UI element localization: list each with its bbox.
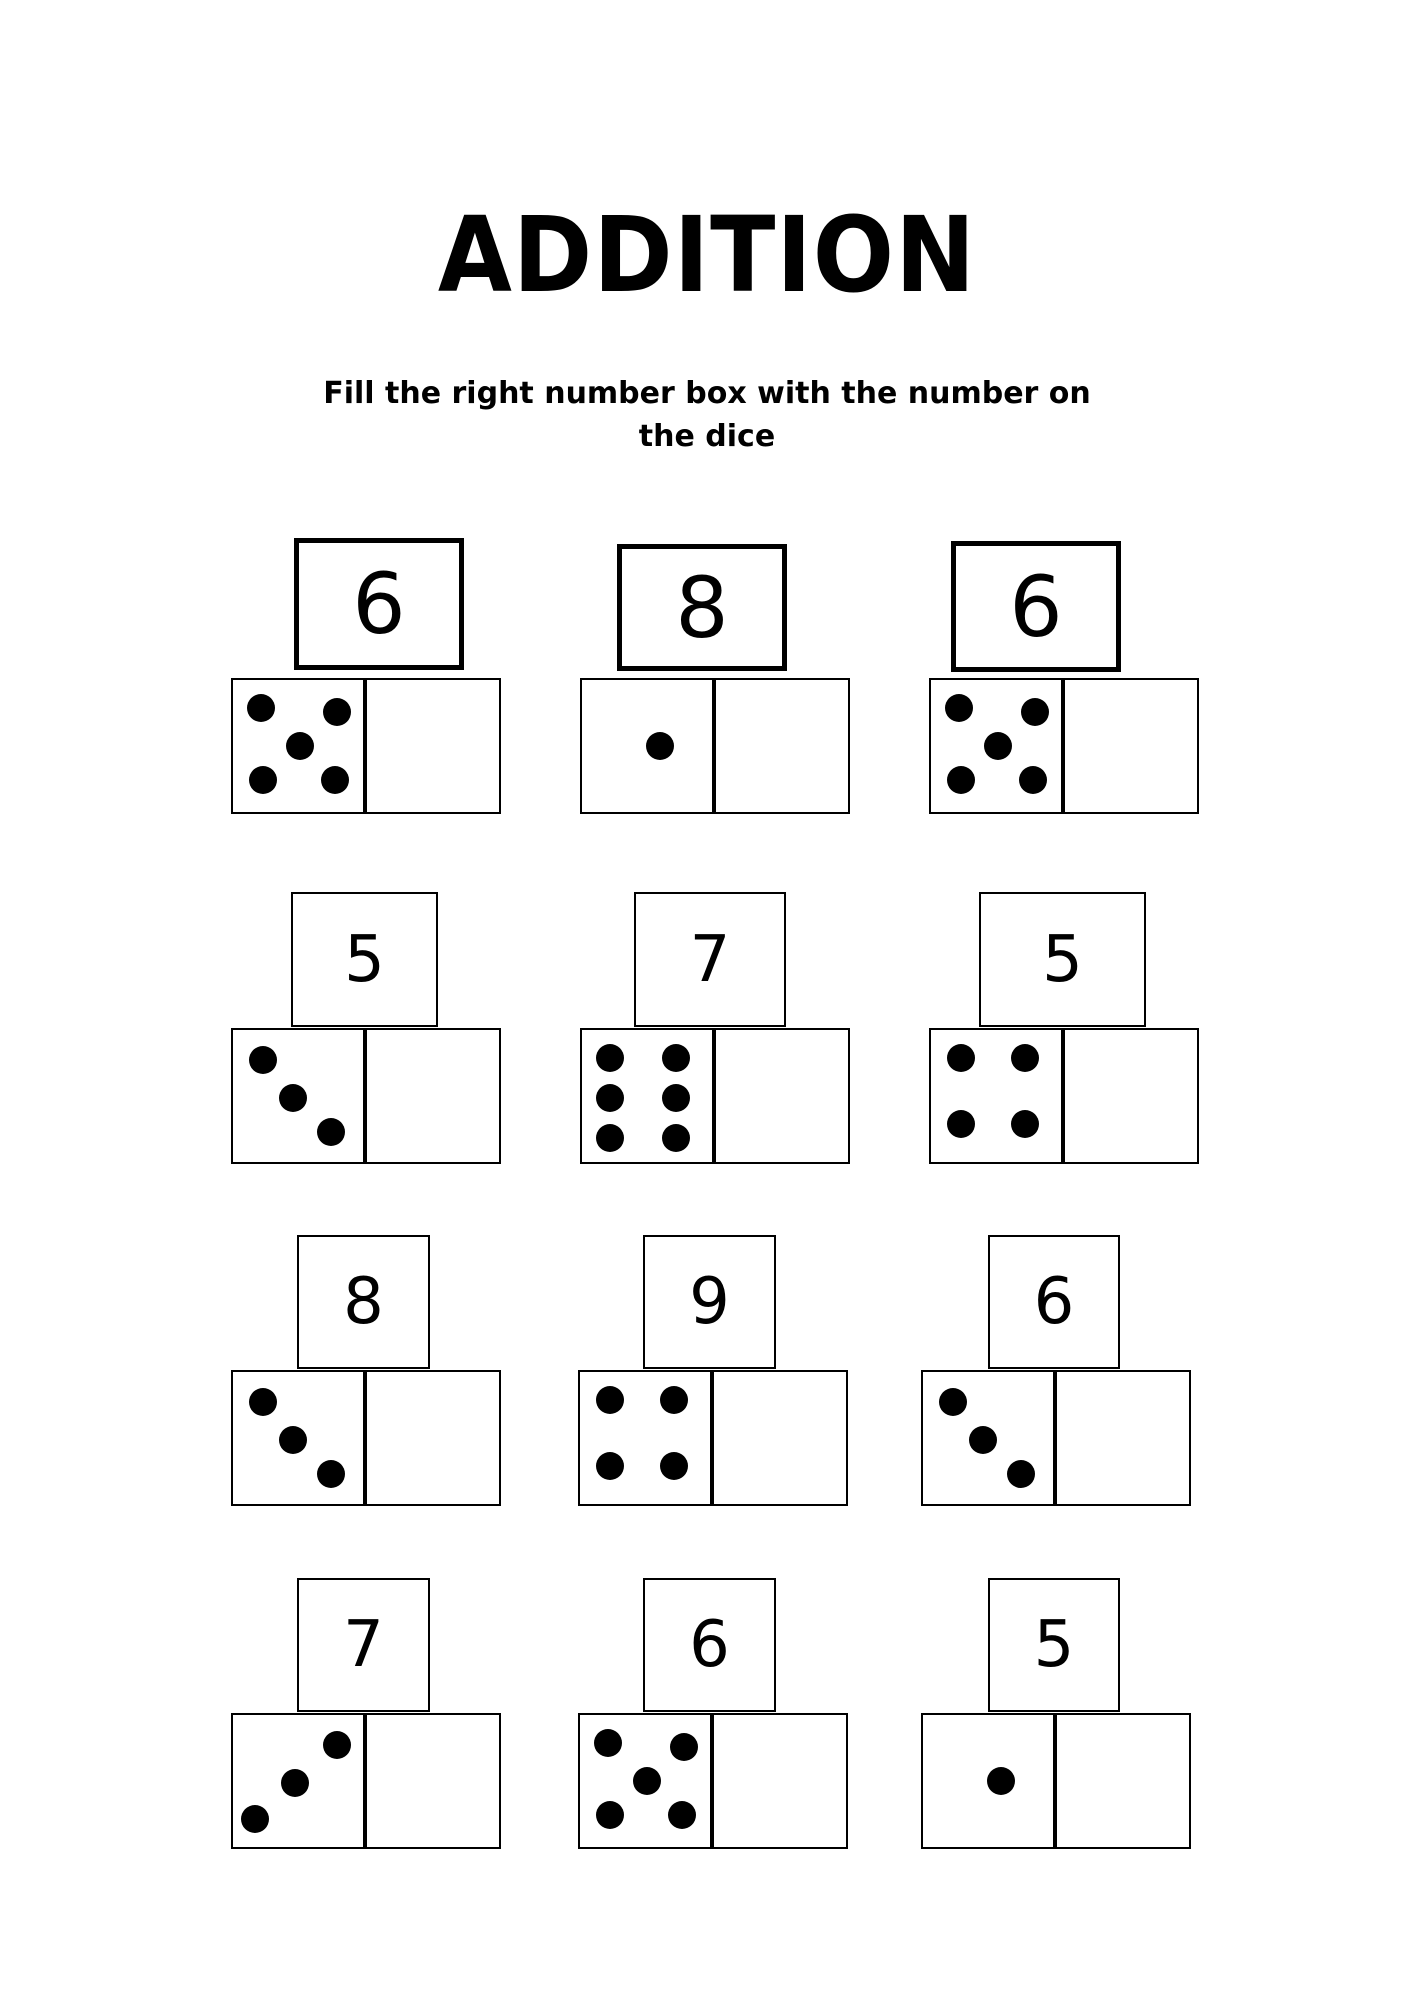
die-row bbox=[231, 1028, 501, 1164]
die-pip bbox=[596, 1084, 624, 1112]
die-face bbox=[578, 1370, 712, 1506]
die-pip bbox=[646, 732, 674, 760]
die-pip bbox=[939, 1388, 967, 1416]
die-face bbox=[921, 1370, 1055, 1506]
die-pip bbox=[662, 1124, 690, 1152]
answer-box[interactable] bbox=[1063, 678, 1199, 814]
die-pip bbox=[596, 1044, 624, 1072]
die-pip bbox=[249, 1046, 277, 1074]
die-pip bbox=[281, 1769, 309, 1797]
die-pip bbox=[947, 1110, 975, 1138]
die-row bbox=[231, 1713, 501, 1849]
die-pip bbox=[323, 1731, 351, 1759]
die-row bbox=[231, 678, 501, 814]
die-face bbox=[231, 678, 365, 814]
sum-box: 6 bbox=[951, 541, 1121, 672]
die-pip bbox=[596, 1386, 624, 1414]
die-face bbox=[580, 1028, 714, 1164]
die-pip bbox=[241, 1805, 269, 1833]
sum-box: 7 bbox=[297, 1578, 430, 1712]
die-face bbox=[231, 1370, 365, 1506]
die-row bbox=[929, 1028, 1199, 1164]
die-pip bbox=[945, 694, 973, 722]
die-pip bbox=[249, 1388, 277, 1416]
die-row bbox=[921, 1370, 1191, 1506]
answer-box[interactable] bbox=[714, 678, 850, 814]
sum-box: 5 bbox=[291, 892, 438, 1027]
answer-box[interactable] bbox=[1063, 1028, 1199, 1164]
answer-box[interactable] bbox=[1055, 1713, 1191, 1849]
die-pip bbox=[279, 1426, 307, 1454]
die-pip bbox=[668, 1801, 696, 1829]
die-pip bbox=[1007, 1460, 1035, 1488]
worksheet-title: ADDITION bbox=[437, 194, 977, 316]
die-pip bbox=[660, 1452, 688, 1480]
answer-box[interactable] bbox=[1055, 1370, 1191, 1506]
sum-box: 5 bbox=[979, 892, 1146, 1027]
answer-box[interactable] bbox=[365, 1370, 501, 1506]
die-pip bbox=[594, 1729, 622, 1757]
die-pip bbox=[286, 732, 314, 760]
die-pip bbox=[662, 1084, 690, 1112]
die-face bbox=[231, 1713, 365, 1849]
die-pip bbox=[947, 1044, 975, 1072]
die-pip bbox=[1019, 766, 1047, 794]
die-pip bbox=[317, 1460, 345, 1488]
die-pip bbox=[660, 1386, 688, 1414]
answer-box[interactable] bbox=[365, 678, 501, 814]
die-pip bbox=[596, 1124, 624, 1152]
answer-box[interactable] bbox=[712, 1713, 848, 1849]
answer-box[interactable] bbox=[714, 1028, 850, 1164]
die-pip bbox=[662, 1044, 690, 1072]
die-pip bbox=[1011, 1110, 1039, 1138]
die-face bbox=[929, 678, 1063, 814]
die-row bbox=[580, 678, 850, 814]
die-row bbox=[578, 1713, 848, 1849]
die-pip bbox=[249, 766, 277, 794]
die-pip bbox=[323, 698, 351, 726]
sum-box: 6 bbox=[294, 538, 464, 670]
die-row bbox=[231, 1370, 501, 1506]
die-pip bbox=[670, 1733, 698, 1761]
instruction-text: Fill the right number box with the number on the dice bbox=[323, 376, 1091, 454]
die-pip bbox=[247, 694, 275, 722]
die-pip bbox=[596, 1801, 624, 1829]
answer-box[interactable] bbox=[365, 1713, 501, 1849]
die-face bbox=[578, 1713, 712, 1849]
die-face bbox=[921, 1713, 1055, 1849]
sum-box: 8 bbox=[297, 1235, 430, 1369]
die-row bbox=[578, 1370, 848, 1506]
die-row bbox=[921, 1713, 1191, 1849]
die-pip bbox=[1021, 698, 1049, 726]
die-pip bbox=[279, 1084, 307, 1112]
die-face bbox=[929, 1028, 1063, 1164]
sum-box: 9 bbox=[643, 1235, 776, 1369]
die-pip bbox=[969, 1426, 997, 1454]
die-pip bbox=[1011, 1044, 1039, 1072]
sum-box: 8 bbox=[617, 544, 787, 671]
die-pip bbox=[984, 732, 1012, 760]
die-face bbox=[231, 1028, 365, 1164]
answer-box[interactable] bbox=[365, 1028, 501, 1164]
sum-box: 7 bbox=[634, 892, 786, 1027]
sum-box: 6 bbox=[988, 1235, 1120, 1369]
die-pip bbox=[633, 1767, 661, 1795]
sum-box: 5 bbox=[988, 1578, 1120, 1712]
die-face bbox=[580, 678, 714, 814]
die-pip bbox=[317, 1118, 345, 1146]
die-pip bbox=[321, 766, 349, 794]
die-pip bbox=[596, 1452, 624, 1480]
die-row bbox=[929, 678, 1199, 814]
sum-box: 6 bbox=[643, 1578, 776, 1712]
die-pip bbox=[987, 1767, 1015, 1795]
answer-box[interactable] bbox=[712, 1370, 848, 1506]
die-row bbox=[580, 1028, 850, 1164]
die-pip bbox=[947, 766, 975, 794]
